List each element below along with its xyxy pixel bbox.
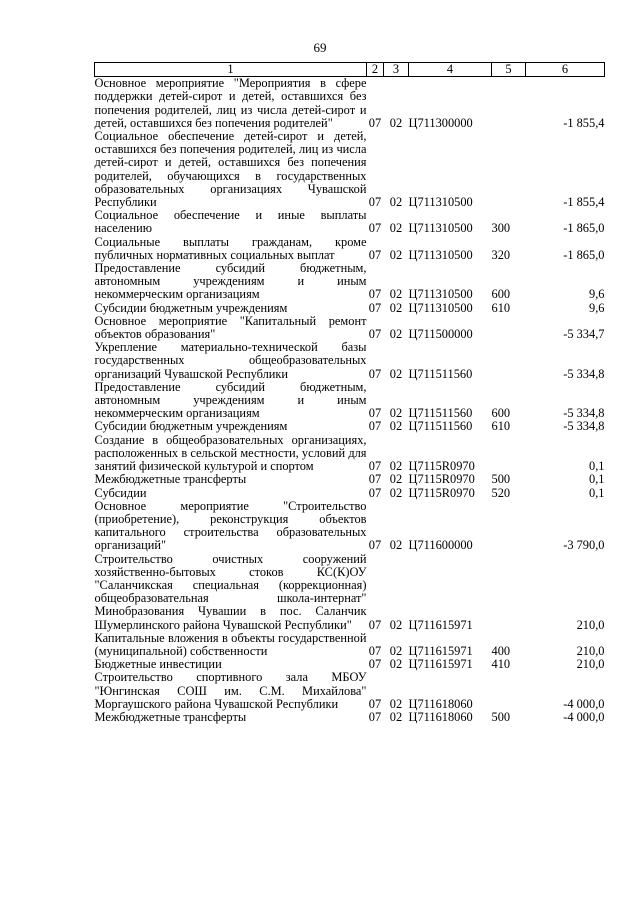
- row-subsection: 02: [389, 287, 403, 302]
- row-subsection: 02: [389, 221, 403, 236]
- header-col-5: 5: [492, 63, 526, 77]
- row-subsection: 02: [389, 406, 403, 421]
- row-target-code: Ц711615971: [408, 617, 473, 632]
- row-amount: 9,6: [589, 287, 605, 302]
- row-name: Межбюджетные трансферты: [94, 472, 247, 487]
- row-section: 07: [368, 247, 382, 262]
- table-row: [95, 77, 605, 130]
- row-name: Социальное обеспечение детей-сирот и детей, оставшихся без попечения родителей, лиц из числа детей-сирот и детей, оставшихся без попечения родителей, обучающихся в государственных образовательных организациях Чувашской Республики: [94, 129, 367, 210]
- row-subsection: 02: [389, 696, 403, 711]
- row-subsection: 02: [389, 115, 403, 130]
- row-section: 07: [368, 406, 382, 421]
- row-expense-type: 520: [491, 485, 511, 500]
- row-amount: 0,1: [589, 459, 605, 474]
- row-subsection: 02: [389, 485, 403, 500]
- row-section: 07: [368, 485, 382, 500]
- row-target-code: Ц711310500: [408, 287, 473, 302]
- row-expense-type: 320: [491, 247, 511, 262]
- row-subsection: 02: [389, 617, 403, 632]
- row-name: Строительство спортивного зала МБОУ "Юнгинская СОШ им. С.М. Михайлова" Моргаушского района Чувашской Республики: [94, 670, 367, 711]
- row-name: Межбюджетные трансферты: [94, 709, 247, 724]
- row-expense-type: 410: [491, 657, 511, 672]
- row-section: 07: [368, 696, 382, 711]
- row-target-code: Ц711600000: [408, 538, 473, 553]
- row-section: 07: [368, 459, 382, 474]
- row-amount: 210,0: [576, 643, 605, 658]
- row-target-code: Ц711500000: [408, 327, 473, 342]
- row-amount: -1 865,0: [563, 247, 605, 262]
- row-expense-type: [492, 500, 526, 553]
- row-expense-type: 600: [491, 287, 511, 302]
- row-target-code: Ц711310500: [408, 300, 473, 315]
- row-section: 07: [368, 643, 382, 658]
- header-col-2: 2: [367, 63, 384, 77]
- row-name: Строительство очистных сооружений хозяйственно-бытовых стоков КС(К)ОУ "Саланчикская специальная (коррекционная) общеобразовательная школа-интернат" Минобразования Чувашии в пос. Саланчик Шумерлинского района Чувашской Республики": [94, 551, 367, 632]
- row-target-code: Ц711310500: [408, 195, 473, 210]
- table-body: [95, 77, 605, 724]
- row-name: Субсидии бюджетным учреждениям: [94, 419, 288, 434]
- row-amount: -4 000,0: [563, 709, 605, 724]
- row-section: 07: [368, 366, 382, 381]
- row-expense-type: 610: [491, 419, 511, 434]
- header-col-6: 6: [526, 63, 605, 77]
- row-section: 07: [368, 538, 382, 553]
- row-target-code: Ц711618060: [408, 696, 473, 711]
- row-section: 07: [368, 617, 382, 632]
- row-name: Субсидии: [94, 485, 147, 500]
- row-subsection: 02: [389, 195, 403, 210]
- row-amount: -5 334,8: [563, 406, 605, 421]
- row-amount: 0,1: [589, 485, 605, 500]
- row-expense-type: 500: [491, 472, 511, 487]
- page-number: 69: [313, 40, 327, 55]
- row-amount: -1 865,0: [563, 221, 605, 236]
- row-amount: -1 855,4: [563, 115, 605, 130]
- table-row: [95, 130, 605, 209]
- row-section: 07: [368, 709, 382, 724]
- table-row: [95, 500, 605, 553]
- table-row: [95, 711, 605, 724]
- row-section: 07: [368, 287, 382, 302]
- row-target-code: Ц7115R0970: [408, 459, 475, 474]
- row-amount: -4 000,0: [563, 696, 605, 711]
- table-header-row: [95, 63, 605, 77]
- row-target-code: Ц7115R0970: [408, 485, 475, 500]
- row-subsection: 02: [389, 366, 403, 381]
- row-section: 07: [368, 300, 382, 315]
- row-subsection: 02: [389, 247, 403, 262]
- table-row: [95, 671, 605, 711]
- row-section: 07: [368, 195, 382, 210]
- table-row: [95, 315, 605, 341]
- table-row: [95, 473, 605, 486]
- table-row: [95, 302, 605, 315]
- row-target-code: Ц711615971: [408, 643, 473, 658]
- row-target-code: Ц711310500: [408, 247, 473, 262]
- row-target-code: Ц711511560: [408, 406, 473, 421]
- row-subsection: 02: [389, 419, 403, 434]
- row-target-code: Ц711300000: [408, 115, 473, 130]
- row-expense-type: [492, 553, 526, 632]
- row-subsection: 02: [389, 643, 403, 658]
- row-target-code: Ц711310500: [408, 221, 473, 236]
- row-target-code: Ц711618060: [408, 709, 473, 724]
- row-section: 07: [368, 419, 382, 434]
- row-amount: -3 790,0: [563, 538, 605, 553]
- row-name: Укрепление материально-технической базы государственных общеобразовательных организаций Чувашской Республики: [94, 340, 367, 381]
- row-name: Социальные выплаты гражданам, кроме публичных нормативных социальных выплат: [94, 234, 367, 262]
- row-name: Основное мероприятие "Мероприятия в сфере поддержки детей-сирот и детей, оставшихся без попечения родителей, лиц из числа детей-сирот и детей, оставшихся без попечения родителей": [94, 76, 367, 130]
- table-row: [95, 262, 605, 302]
- table-row: [95, 553, 605, 632]
- table-row: [95, 420, 605, 433]
- row-subsection: 02: [389, 657, 403, 672]
- row-name: Предоставление субсидий бюджетным, автономным учреждениям и иным некоммерческим организациям: [94, 261, 367, 302]
- row-expense-type: 400: [491, 643, 511, 658]
- row-target-code: Ц711511560: [408, 366, 473, 381]
- row-expense-type: [492, 341, 526, 381]
- row-name: Предоставление субсидий бюджетным, автономным учреждениям и иным некоммерческим организациям: [94, 379, 367, 421]
- row-target-code: Ц711615971: [408, 657, 473, 672]
- row-subsection: 02: [389, 300, 403, 315]
- table-row: [95, 341, 605, 381]
- header-col-4: 4: [409, 63, 492, 77]
- row-section: 07: [368, 221, 382, 236]
- table-row: [95, 632, 605, 658]
- row-expense-type: [492, 315, 526, 341]
- table-row: [95, 209, 605, 235]
- row-expense-type: 610: [491, 300, 511, 315]
- row-name: Основное мероприятие "Капитальный ремонт объектов образования": [94, 313, 367, 342]
- row-amount: 210,0: [576, 617, 605, 632]
- row-expense-type: 300: [491, 221, 511, 236]
- row-subsection: 02: [389, 538, 403, 553]
- row-target-code: Ц7115R0970: [408, 472, 475, 487]
- table-row: [95, 381, 605, 421]
- row-expense-type: [492, 130, 526, 209]
- budget-table: [94, 62, 605, 724]
- table-row: [95, 236, 605, 262]
- row-amount: 9,6: [589, 300, 605, 315]
- row-amount: 0,1: [589, 472, 605, 487]
- row-subsection: 02: [389, 709, 403, 724]
- row-amount: 210,0: [576, 657, 605, 672]
- row-expense-type: [492, 671, 526, 711]
- row-name: Социальное обеспечение и иные выплаты населению: [94, 208, 367, 236]
- row-section: 07: [368, 472, 382, 487]
- row-name: Капитальные вложения в объекты государственной (муниципальной) собственности: [94, 630, 367, 658]
- row-name: Субсидии бюджетным учреждениям: [94, 300, 288, 315]
- header-col-3: 3: [384, 63, 409, 77]
- row-subsection: 02: [389, 327, 403, 342]
- row-target-code: Ц711511560: [408, 419, 473, 434]
- row-amount: -5 334,8: [563, 366, 605, 381]
- row-expense-type: [492, 434, 526, 474]
- row-subsection: 02: [389, 459, 403, 474]
- row-amount: -5 334,8: [563, 419, 605, 434]
- row-name: Создание в общеобразовательных организациях, расположенных в сельской местности, условий для занятий физической культурой и спортом: [94, 432, 367, 474]
- row-expense-type: [492, 77, 526, 130]
- row-expense-type: 600: [491, 406, 511, 421]
- row-name: Основное мероприятие "Строительство (приобретение), реконструкция объектов капитального строительства образовательных организаций": [94, 498, 367, 553]
- row-expense-type: 500: [491, 709, 511, 724]
- row-section: 07: [368, 115, 382, 130]
- row-subsection: 02: [389, 472, 403, 487]
- header-col-1: 1: [95, 63, 367, 77]
- row-section: 07: [368, 327, 382, 342]
- table-row: [95, 487, 605, 500]
- table-row: [95, 434, 605, 474]
- row-name: Бюджетные инвестиции: [94, 657, 222, 672]
- row-section: 07: [368, 657, 382, 672]
- row-amount: -1 855,4: [563, 195, 605, 210]
- row-amount: -5 334,7: [563, 327, 605, 342]
